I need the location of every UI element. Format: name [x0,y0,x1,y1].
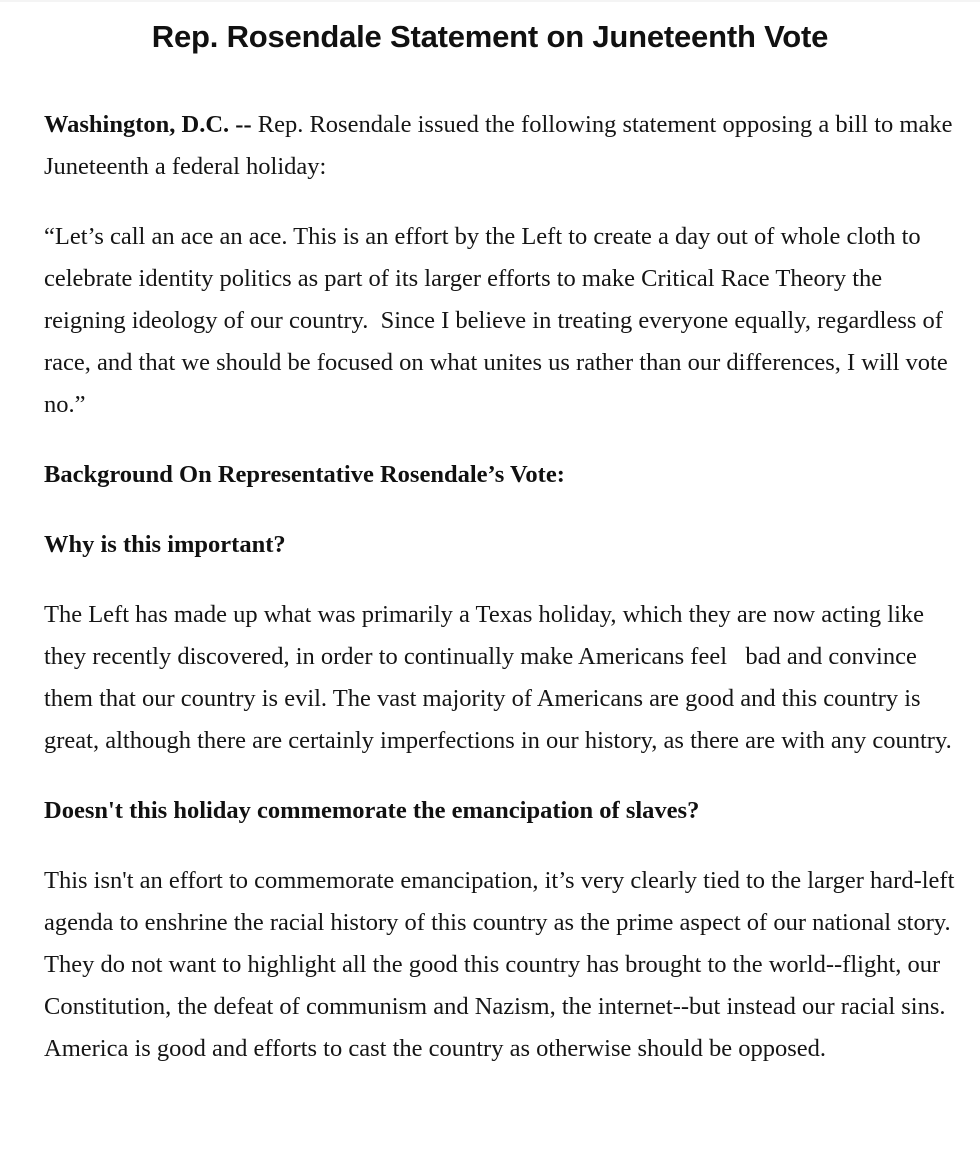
dateline-paragraph [44,104,962,188]
dateline-text: Rep. Rosendale issued the following statement opposing a bill to make Juneteenth a federal holiday: [44,111,959,180]
heading-background-on-vote: Background On Representative Rosendale’s Vote: [44,461,565,488]
page-top-edge-rule [0,0,980,2]
paragraph-texas-holiday: The Left has made up what was primarily a Texas holiday, which they are now acting like they recently discovered, in order to continually make Americans feel bad and convince them that our country is evil. The vast majority of Americans are good and this country is great, although there are certainly imperfections in our history, as there are with any country. [44,601,952,754]
heading-why-is-this-important: Why is this important? [44,531,286,558]
paragraph-emancipation-answer: This isn't an effort to commemorate emancipation, it’s very clearly tied to the larger hard-left agenda to enshrine the racial history of this country as the prime aspect of our national story. They do not want to highlight all the good this country has brought to the world--flight, our Constitution, the defeat of communism and Nazism, the internet--but instead our racial sins. America is good and efforts to cast the country as otherwise should be opposed. [44,867,961,1062]
page-title: Rep. Rosendale Statement on Juneteenth Vote [151,19,829,54]
dateline-location: Washington, D.C. -- [44,111,252,138]
statement-quote-paragraph: “Let’s call an ace an ace. This is an effort by the Left to create a day out of whole cloth to celebrate identity politics as part of its larger efforts to make Critical Race Theory the reigning ideology of our country. Since I believe in treating everyone equally, regardless of race, and that we should be focused on what unites us rather than our differences, I will vote no.” [44,223,954,418]
document-body [0,104,980,1070]
heading-emancipation-question: Doesn't this holiday commemorate the emancipation of slaves? [44,797,700,824]
